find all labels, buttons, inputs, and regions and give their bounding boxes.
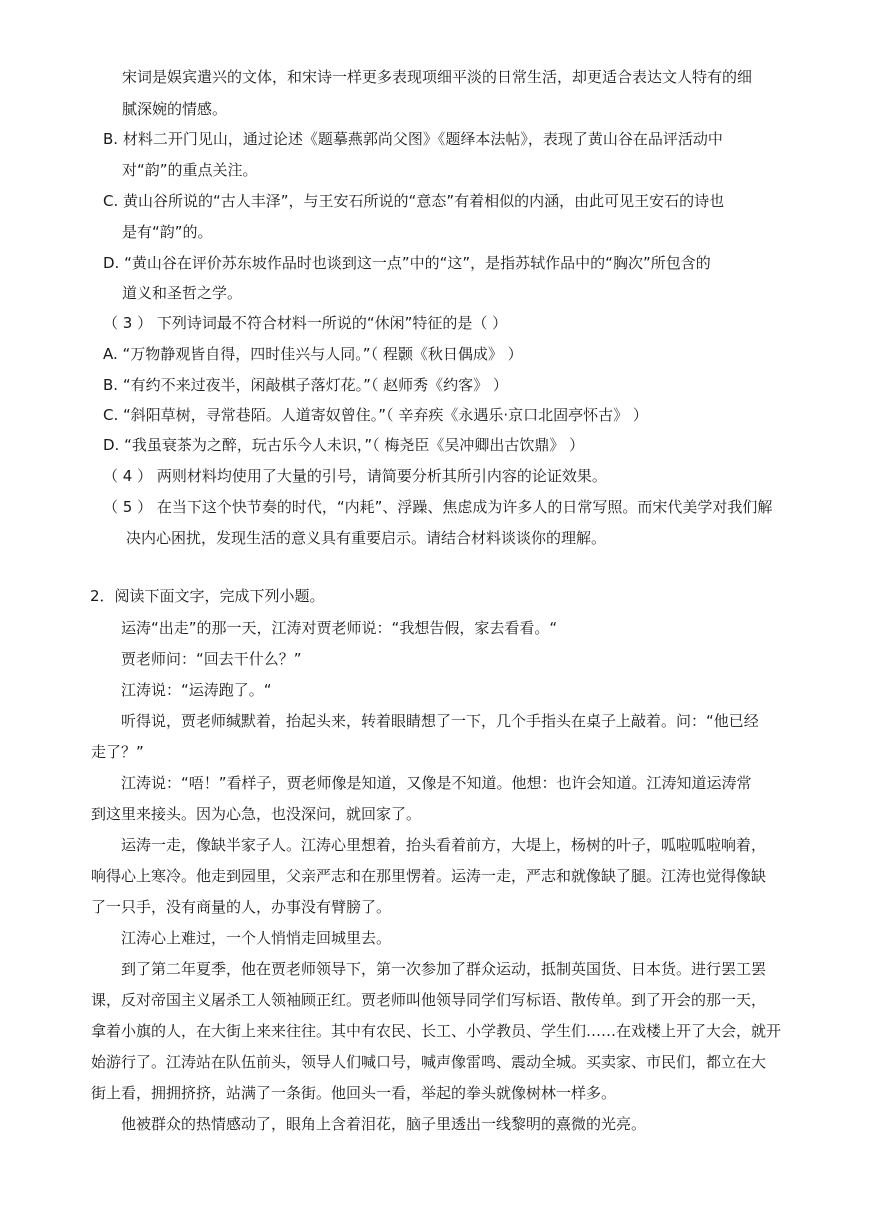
passage-line: 运涛一走，像缺半家子人。江涛心里想着，抬头看着前方，大堤上，杨树的叶子，呱啦呱啦响着，: [121, 836, 767, 854]
option-d-line-2: 道义和圣哲之学。: [122, 284, 243, 302]
question-3-option-c: C. “斜阳草树，寻常巷陌。人道寄奴曾住。”（ 辛弃疾《永遇乐·京口北固亭怀古》 ）: [103, 406, 648, 424]
passage-line: 了一只手，没有商量的人，办事没有臂膀了。: [91, 898, 392, 916]
question-3-option-d: D. “我虽衰茶为之醉，玩古乐今人未识，”（ 梅尧臣《吴冲卿出古饮鼎》 ）: [103, 436, 585, 454]
question-5-line-2: 决内心困扰，发现生活的意义具有重要启示。请结合材料谈谈你的理解。: [126, 529, 607, 547]
passage-line: 课，反对帝国主义屠杀工人领袖顾正红。贾老师叫他领导同学们写标语、散传单。到了开会的那一天，: [91, 991, 767, 1009]
passage-line: 江涛心上难过，一个人悄悄走回城里去。: [121, 929, 392, 947]
option-c-line-2: 是有“韵”的。: [122, 223, 213, 241]
passage-line: 贾老师问：“回去干什么？”: [121, 650, 302, 668]
option-a-continuation-line-2: 腻深婉的情感。: [122, 100, 228, 118]
option-a-continuation-line-1: 宋词是娱宾遣兴的文体，和宋诗一样更多表现项细平淡的日常生活，却更适合表达文人特有的细: [122, 68, 753, 86]
passage-line: 拿着小旗的人，在大街上来来往往。其中有农民、长工、小学教员、学生们……在戏楼上开了大会，就开: [91, 1022, 782, 1040]
option-b-line-2: 对“韵”的重点关注。: [122, 161, 258, 179]
passage-line: 他被群众的热情感动了，眼角上含着泪花，脑子里透出一线黎明的熹微的光亮。: [121, 1115, 647, 1133]
question-5-line-1: （ 5 ） 在当下这个快节奏的时代，“内耗”、浮躁、焦虑成为许多人的日常写照。而宋代美学对我们解: [103, 498, 773, 516]
passage-line: 始游行了。江涛站在队伍前头，领导人们喊口号，喊声像雷鸣、震动全城。买卖家、市民们，都立在大: [91, 1053, 767, 1071]
question-2-heading: 2．阅读下面文字，完成下列小题。: [90, 587, 325, 605]
question-4: （ 4 ） 两则材料均使用了大量的引号，请简要分析其所引内容的论证效果。: [103, 467, 607, 485]
option-d-line-1: D. “黄山谷在评价苏东坡作品时也谈到这一点”中的“这”，是指苏轼作品中的“胸次”所包含的: [103, 254, 711, 272]
passage-line: 江涛说：“运涛跑了。“: [121, 681, 272, 699]
passage-line: 街上看，拥拥挤挤，站满了一条街。他回头一看，举起的拳头就像树林一样多。: [91, 1084, 617, 1102]
passage-line: 江涛说：“唔！”看样子，贾老师像是知道，又像是不知道。他想：也许会知道。江涛知道运涛常: [121, 774, 752, 792]
passage-line: 运涛“出走”的那一天，江涛对贾老师说：“我想告假，家去看看。“: [121, 619, 558, 637]
passage-line: 响得心上寒冷。他走到园里，父亲严志和在那里愣着。运涛一走，严志和就像缺了腿。江涛也觉得像缺: [91, 867, 767, 885]
question-3-stem: （ 3 ） 下列诗词最不符合材料一所说的“休闲”特征的是（ ）: [103, 314, 508, 332]
passage-line: 到这里来接头。因为心急，也没深问，就回家了。: [91, 805, 422, 823]
passage-line: 听得说，贾老师缄默着，抬起头来，转着眼睛想了一下，几个手指头在桌子上敲着。问：“他已经: [121, 712, 759, 730]
option-b-line-1: B. 材料二开门见山，通过论述《题摹燕郭尚父图》《题绎本法帖》，表现了黄山谷在品评活动中: [103, 130, 723, 148]
question-3-option-a: A. “万物静观皆自得，四时佳兴与人同。”（ 程颢《秋日偶成》 ）: [103, 345, 523, 363]
passage-line: 走了？”: [91, 743, 144, 761]
option-c-line-1: C. 黄山谷所说的“古人丰泽”，与王安石所说的“意态”有着相似的内涵，由此可见王安石的诗也: [103, 192, 725, 210]
passage-line: 到了第二年夏季，他在贾老师领导下，第一次参加了群众运动，抵制英国货、日本货。进行罢工罢: [121, 960, 767, 978]
question-3-option-b: B. “有约不来过夜半，闲敲棋子落灯花。”（ 赵师秀《约客》 ）: [103, 376, 508, 394]
